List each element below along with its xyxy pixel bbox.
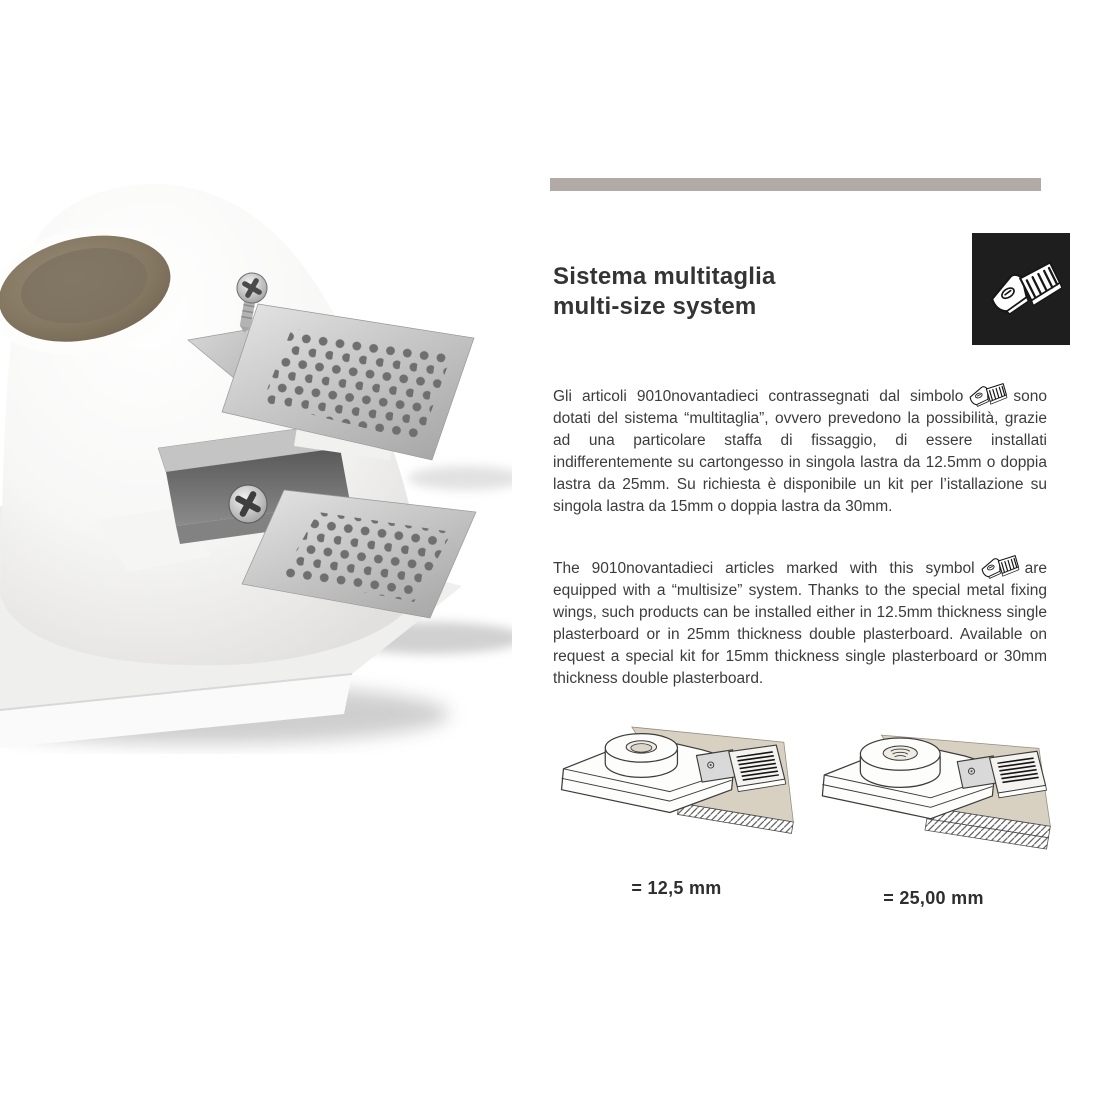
paragraph-italian — [553, 382, 1047, 518]
multisize-bracket-icon — [968, 382, 1008, 408]
installation-figures — [553, 708, 1047, 909]
page-title-italian: Sistema multitaglia — [553, 263, 776, 290]
paragraph-italian-lead: Gli articoli 9010novantadieci contrassegnati dal simbolo — [553, 388, 964, 405]
installation-figure-double-plasterboard — [810, 708, 1057, 909]
multisize-bracket-icon — [972, 233, 1070, 345]
single-plasterboard-illustration — [553, 708, 800, 860]
double-plasterboard-illustration — [810, 718, 1057, 870]
paragraph-italian-body: sono dotati del sistema “multitaglia”, ovvero prevedono la possibilità, grazie ad una particolare staffa di fissaggio, di essere installati indifferentemente su cartongesso in singola lastra da 12.5mm o doppia lastra da 25mm. Su richiesta è disponibile un kit per l’istallazione su singola lastra da 15mm o doppia lastra da 30mm. — [553, 388, 1047, 515]
figure-caption-single: = 12,5 mm — [631, 878, 722, 898]
figure-caption-double: = 25,00 mm — [883, 888, 984, 908]
paragraph-english — [553, 554, 1047, 690]
product-photo-illustration — [0, 158, 512, 754]
multisize-bracket-icon — [980, 554, 1020, 580]
content-column — [545, 178, 1045, 1078]
section-divider-bar — [550, 178, 1041, 191]
installation-figure-single-plasterboard — [553, 708, 800, 909]
page-title-english: multi-size system — [553, 293, 757, 320]
paragraph-english-lead: The 9010novantadieci articles marked with this symbol — [553, 560, 975, 577]
page-title — [553, 262, 776, 322]
multisize-symbol-badge — [972, 233, 1070, 345]
paragraph-english-body: are equipped with a “multisize” system. Thanks to the special metal fixing wings, such products can be installed either in 12.5mm thickness single plasterboard or in 25mm thickness double plasterboard. Available on request a special kit for 15mm thickness single plasterboard or 30mm thickness double plasterboard. — [553, 560, 1047, 687]
product-photo — [0, 158, 512, 754]
